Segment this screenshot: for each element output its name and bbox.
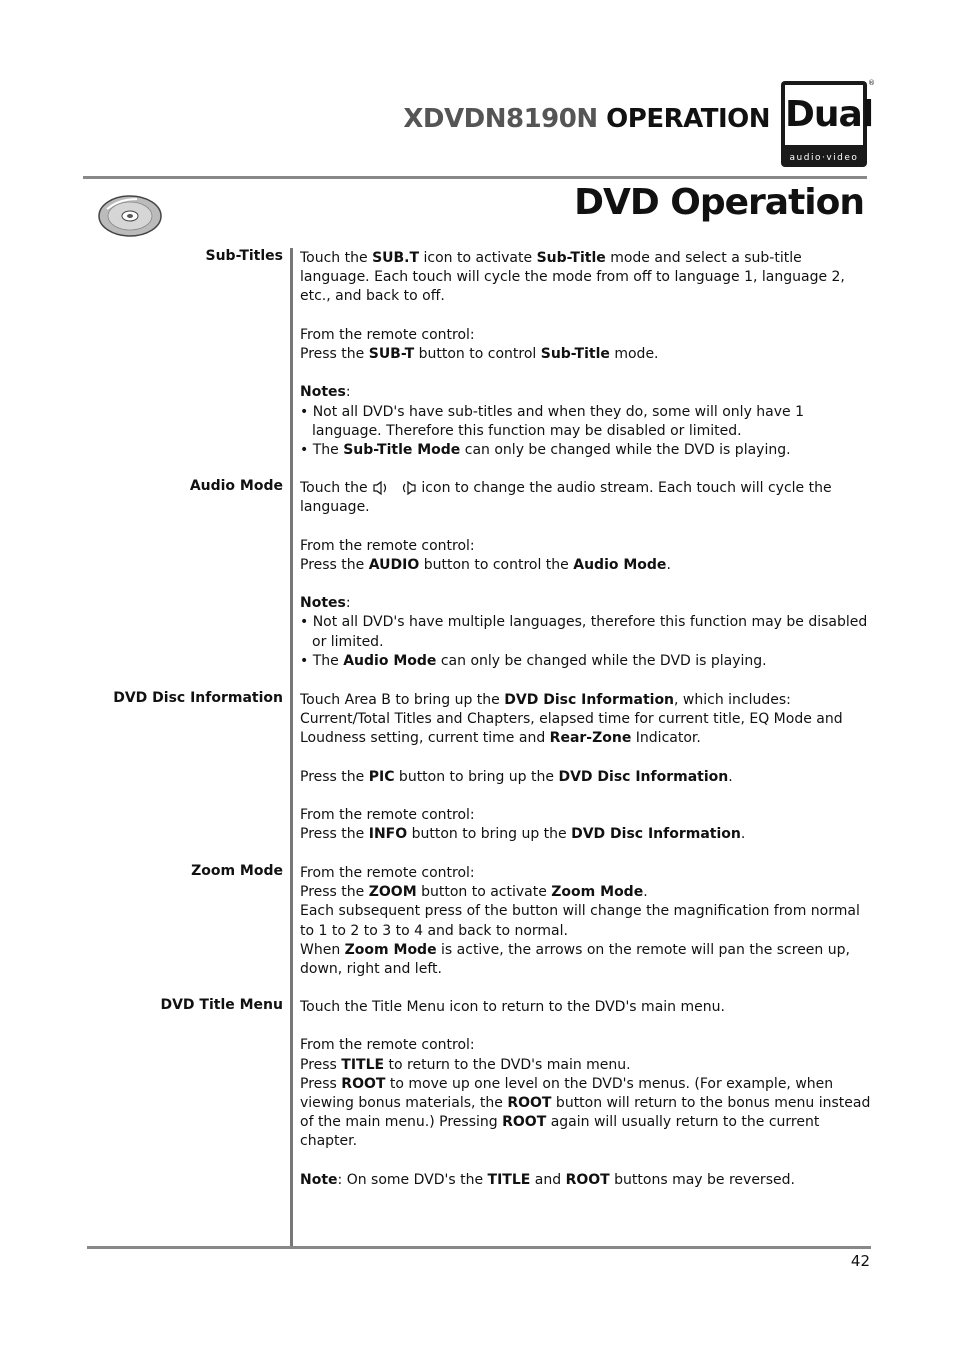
section-label-zoom: Zoom Mode bbox=[191, 863, 283, 879]
remote-heading: From the remote control: bbox=[300, 865, 475, 881]
speaker-left-icon bbox=[372, 481, 390, 495]
logo-word: Dual bbox=[785, 85, 863, 145]
dvd-disc-icon bbox=[97, 193, 163, 239]
section-label-audio: Audio Mode bbox=[189, 478, 283, 494]
paragraph: Touch the Title Menu icon to return to the DVD's main menu. bbox=[300, 999, 725, 1015]
note-item: • Not all DVD's have multiple languages, therefore this function may be disabled or limited. bbox=[300, 614, 868, 650]
bottom-rule bbox=[87, 1246, 871, 1249]
paragraph: Each subsequent press of the button will change the magnification from normal to 1 to 2 to 3 to 4 and back to normal. bbox=[300, 903, 860, 939]
note-line: Note: On some DVD's the TITLE and ROOT buttons may be reversed. bbox=[300, 1171, 795, 1188]
dual-logo bbox=[781, 79, 875, 167]
note-item: • Not all DVD's have sub-titles and when they do, some will only have 1 language. Therefore this function may be disabled or limited. bbox=[300, 403, 805, 439]
section-title-menu bbox=[300, 998, 875, 1190]
paragraph: Press the PIC button to bring up the DVD Disc Information. bbox=[300, 768, 733, 785]
operation-word: OPERATION bbox=[606, 104, 770, 134]
paragraph: Touch the SUB.T icon to activate Sub-Title mode and select a sub-title language. Each touch will cycle the mode from off to language 1, language 2, etc., and back to off. bbox=[300, 250, 845, 305]
section-info bbox=[300, 691, 875, 845]
remote-heading: From the remote control: bbox=[300, 326, 475, 343]
paragraph: Press the SUB-T button to control Sub-Title mode. bbox=[300, 346, 659, 362]
page-number: 42 bbox=[850, 1252, 870, 1270]
section-label-info: DVD Disc Information bbox=[113, 690, 283, 706]
section-label-title-menu: DVD Title Menu bbox=[160, 997, 283, 1013]
logo-tagline: audio·video bbox=[789, 153, 859, 163]
remote-heading: From the remote control: bbox=[300, 807, 475, 824]
speaker-right-icon bbox=[399, 481, 417, 495]
model-name: XDVDN8190N bbox=[403, 104, 598, 134]
paragraph: When Zoom Mode is active, the arrows on the remote will pan the screen up, down, right and left. bbox=[300, 941, 850, 978]
section-subtitles bbox=[300, 249, 875, 460]
section-zoom bbox=[300, 864, 875, 979]
column-divider bbox=[290, 248, 293, 1246]
remote-heading: From the remote control: bbox=[300, 1037, 475, 1054]
paragraph: Touch the icon to change the audio stream. Each touch will cycle the language. bbox=[300, 480, 832, 516]
notes-heading: Notes: bbox=[300, 595, 351, 612]
paragraph: Press the AUDIO button to control the Audio Mode. bbox=[300, 556, 671, 573]
note-item: • The Sub-Title Mode can only be changed while the DVD is playing. bbox=[300, 442, 791, 458]
section-audio bbox=[300, 479, 875, 671]
paragraph: Current/Total Titles and Chapters, elapsed time for current title, EQ Mode and Loudness setting, current time and Rear-Zone Indicator. bbox=[300, 711, 843, 747]
header-title bbox=[403, 104, 770, 134]
notes-heading: Notes: bbox=[300, 384, 351, 401]
logo-registered: ® bbox=[868, 79, 875, 87]
paragraph: Press TITLE to return to the DVD's main menu. bbox=[300, 1056, 631, 1073]
top-rule bbox=[83, 176, 867, 179]
paragraph: Press ROOT to move up one level on the DVD's menus. (For example, when viewing bonus materials, the ROOT button will return to the bonus menu instead of the main menu.) Pressing ROOT again will usually return to the current chapter. bbox=[300, 1075, 871, 1150]
remote-heading: From the remote control: bbox=[300, 537, 475, 554]
paragraph: Press the INFO button to bring up the DVD Disc Information. bbox=[300, 826, 746, 843]
paragraph: Press the ZOOM button to activate Zoom Mode. bbox=[300, 884, 648, 901]
section-label-subtitles: Sub-Titles bbox=[205, 248, 283, 264]
note-item: • The Audio Mode can only be changed while the DVD is playing. bbox=[300, 652, 767, 669]
page-title: DVD Operation bbox=[574, 182, 864, 223]
paragraph: Touch Area B to bring up the DVD Disc Information, which includes: bbox=[300, 692, 791, 708]
